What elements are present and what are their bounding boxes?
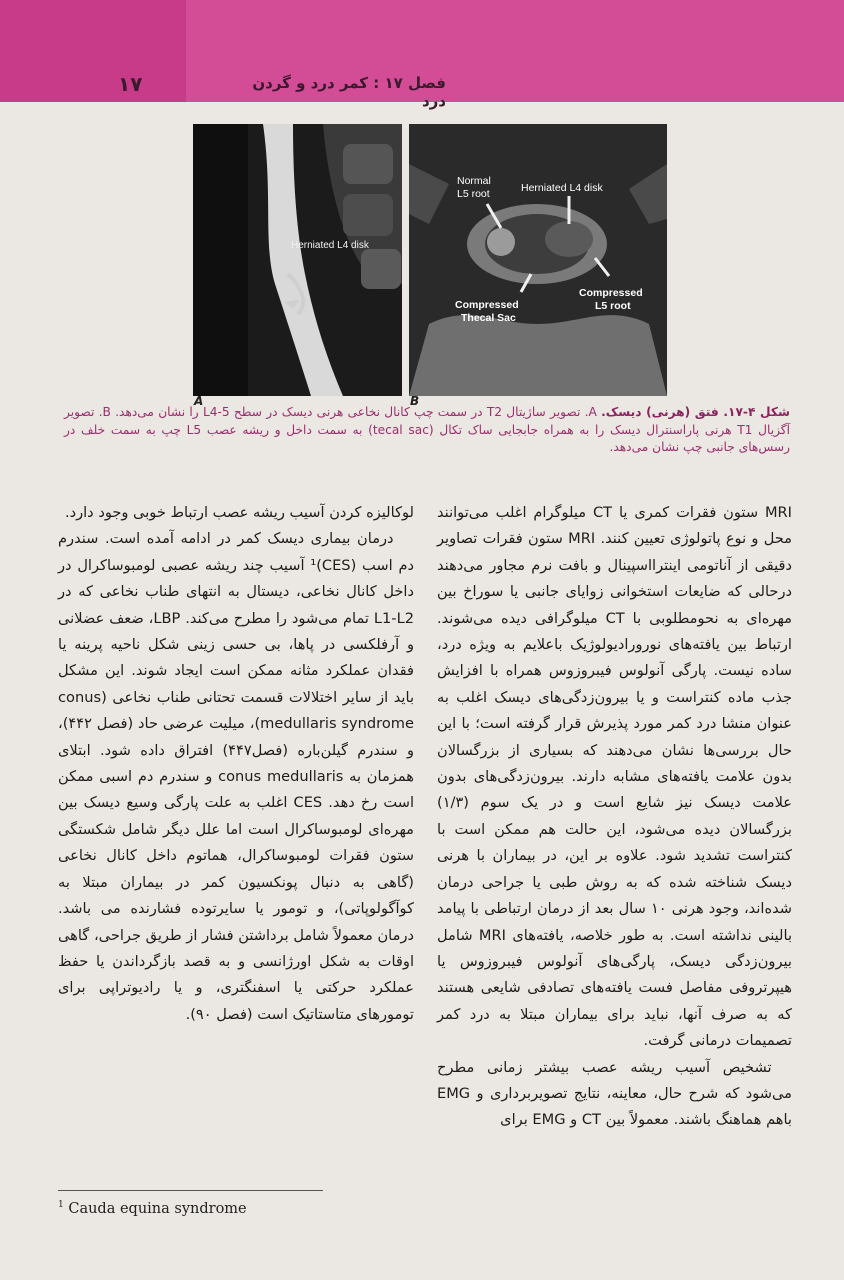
left-paragraph-1: لوکالیزه کردن آسیب ریشه عصب ارتباط خوبی وجود دارد. bbox=[64, 504, 414, 521]
mri-axial-graphic bbox=[409, 124, 667, 396]
annotation-thecal-1: Compressed bbox=[455, 299, 519, 311]
annotation-l5-root-2: L5 root bbox=[595, 300, 631, 312]
annotation-normal-root-2: L5 root bbox=[457, 188, 490, 200]
annotation-herniated-a: Herniated L4 disk bbox=[291, 240, 369, 251]
chapter-title: فصل ۱۷ : کمر درد و گردن درد bbox=[252, 74, 446, 110]
caption-body: A. تصویر ساژیتال T2 در سمت چپ کانال نخاعی هرنی دیسک در سطح L4-5 را نشان می‌دهد. B. تصویر آگزیال T1 هرنی پاراسنترال دیسک را به همراه جابجایی ساک تکال (tecal sac) به سمت داخل و ریشه عصب L5 چپ به سمت خلف در رسس‌های جانبی چپ نشان می‌دهد. bbox=[64, 405, 791, 455]
footnote bbox=[58, 1200, 247, 1217]
annotation-normal-root-1: Normal bbox=[457, 175, 491, 187]
panel-a-label: A bbox=[194, 394, 204, 408]
right-paragraph-1: MRI ستون فقرات کمری یا CT میلوگرام اغلب می‌توانند محل و نوع پاتولوژی تعیین کنند. MRI ستون فقرات تصاویر دقیقی از آناتومی اینترااسپینال و بافت نرم مجاور می‌دهند درحالی که ضایعات استخوانی زوایای جانبی یا سوراخ بین مهره‌ای به نحومطلوبی با CT میلوگرافی دیده می‌شوند. ارتباط بین یافته‌های نورورادیولوژیک باعلایم به ویژه درد، ساده نیست. پارگی آنولوس فیبروزوس همراه با افزایش جذب ماده کنتراست و یا بیرون‌زدگی‌های دیسک اغلب به عنوان منشا درد کمر مورد پذیرش قرار گرفته است؛ با این حال بررسی‌ها نشان می‌دهند که بسیاری از بزرگسالان بدون علامت یافته‌های مشابه دارند. بیرون‌زدگی‌های بدون علامت دیسک نیز شایع است و در یک سوم (۱/۳) بزرگسالان دیده می‌شود، این حالت هم ممکن است با کنتراست تشدید شود. علاوه بر این، در بیماران با هرنی دیسک شناخته شده که به روش طبی یا جراحی درمان شده‌اند، وجود هرنی ۱۰ سال بعد از درمان ارتباطی با پیامد بالینی نداشته است. به طور خلاصه، یافته‌های MRI شامل بیرون‌زدگی دیسک، پارگی‌های آنولوس فیبروزوس یا هیپرتروفی مفاصل فست یافته‌های تصادفی شایعی هستند که به صرف آنها، نباید برای بیماران مبتلا به درد کمر تصمیمات درمانی گرفت. bbox=[437, 504, 792, 1050]
footnote-marker: 1 bbox=[58, 1200, 64, 1210]
footnote-divider bbox=[58, 1190, 323, 1191]
left-column bbox=[58, 500, 414, 1028]
annotation-l5-root-1: Compressed bbox=[579, 287, 643, 299]
figure-caption bbox=[64, 404, 790, 457]
header-tab bbox=[0, 0, 186, 102]
annotation-herniated-b: Herniated L4 disk bbox=[521, 182, 603, 194]
caption-head: شکل ۴-۱۷. فتق (هرنی) دیسک. bbox=[601, 405, 790, 419]
mri-axial-image bbox=[409, 124, 667, 396]
footnote-text: Cauda equina syndrome bbox=[68, 1200, 247, 1217]
mri-sagittal-graphic bbox=[193, 124, 402, 396]
left-paragraph-2: درمان بیماری دیسک کمر در ادامه آمده است. سندرم دم اسب (CES)¹ آسیب چند ریشه عصبی لومبوساکرال در داخل کانال نخاعی، دیستال به انتهای طناب نخاعی که در L1-L2 تمام می‌شود را مطرح می‌کند. LBP، ضعف عضلانی و آرفلکسی در پاها، بی حسی زینی شکل ناحیه پرینه یا فقدان عملکرد مثانه ممکن است ایجاد شوند. این مشکل باید از سایر اختلالات قسمت تحتانی طناب نخاعی (conus medullaris syndrome)، میلیت عرضی حاد (فصل ۴۴۲)، و سندرم گیلن‌باره (فصل۴۴۷) افتراق داده شود. ابتلای همزمان به conus medullaris و سندرم دم اسبی ممکن است رخ دهد. CES اغلب به علت پارگی وسیع دیسک بین مهره‌ای لومبوساکرال است اما علل دیگر شامل شکستگی ستون فقرات لومبوساکرال، هماتوم داخل کانال نخاعی (گاهی به دنبال پونکسیون کمر در بیماران مبتلا به کوآگولوپاتی)، و تومور یا سایرتوده فشارنده می باشد. درمان معمولاً شامل برداشتن فشار از طریق جراحی، گاهی اوقات به شکل اورژانسی و به قصد بازگرداندن یا حفظ عملکرد حرکتی یا اسفنگتری، و یا رادیوتراپی برای تومورهای متاستاتیک است (فصل ۹۰). bbox=[58, 530, 415, 1023]
annotation-thecal-2: Thecal Sac bbox=[461, 312, 516, 324]
panel-b-label: B bbox=[410, 394, 420, 408]
right-paragraph-2: تشخیص آسیب ریشه عصب بیشتر زمانی مطرح می‌شود که شرح حال، معاینه، نتایج تصویربرداری و EMG باهم هماهنگ باشند. معمولاً بین CT و EMG برای bbox=[437, 1058, 792, 1129]
page-number: ۱۷ bbox=[118, 72, 143, 96]
mri-sagittal-image bbox=[193, 124, 402, 396]
right-column bbox=[437, 500, 792, 1134]
